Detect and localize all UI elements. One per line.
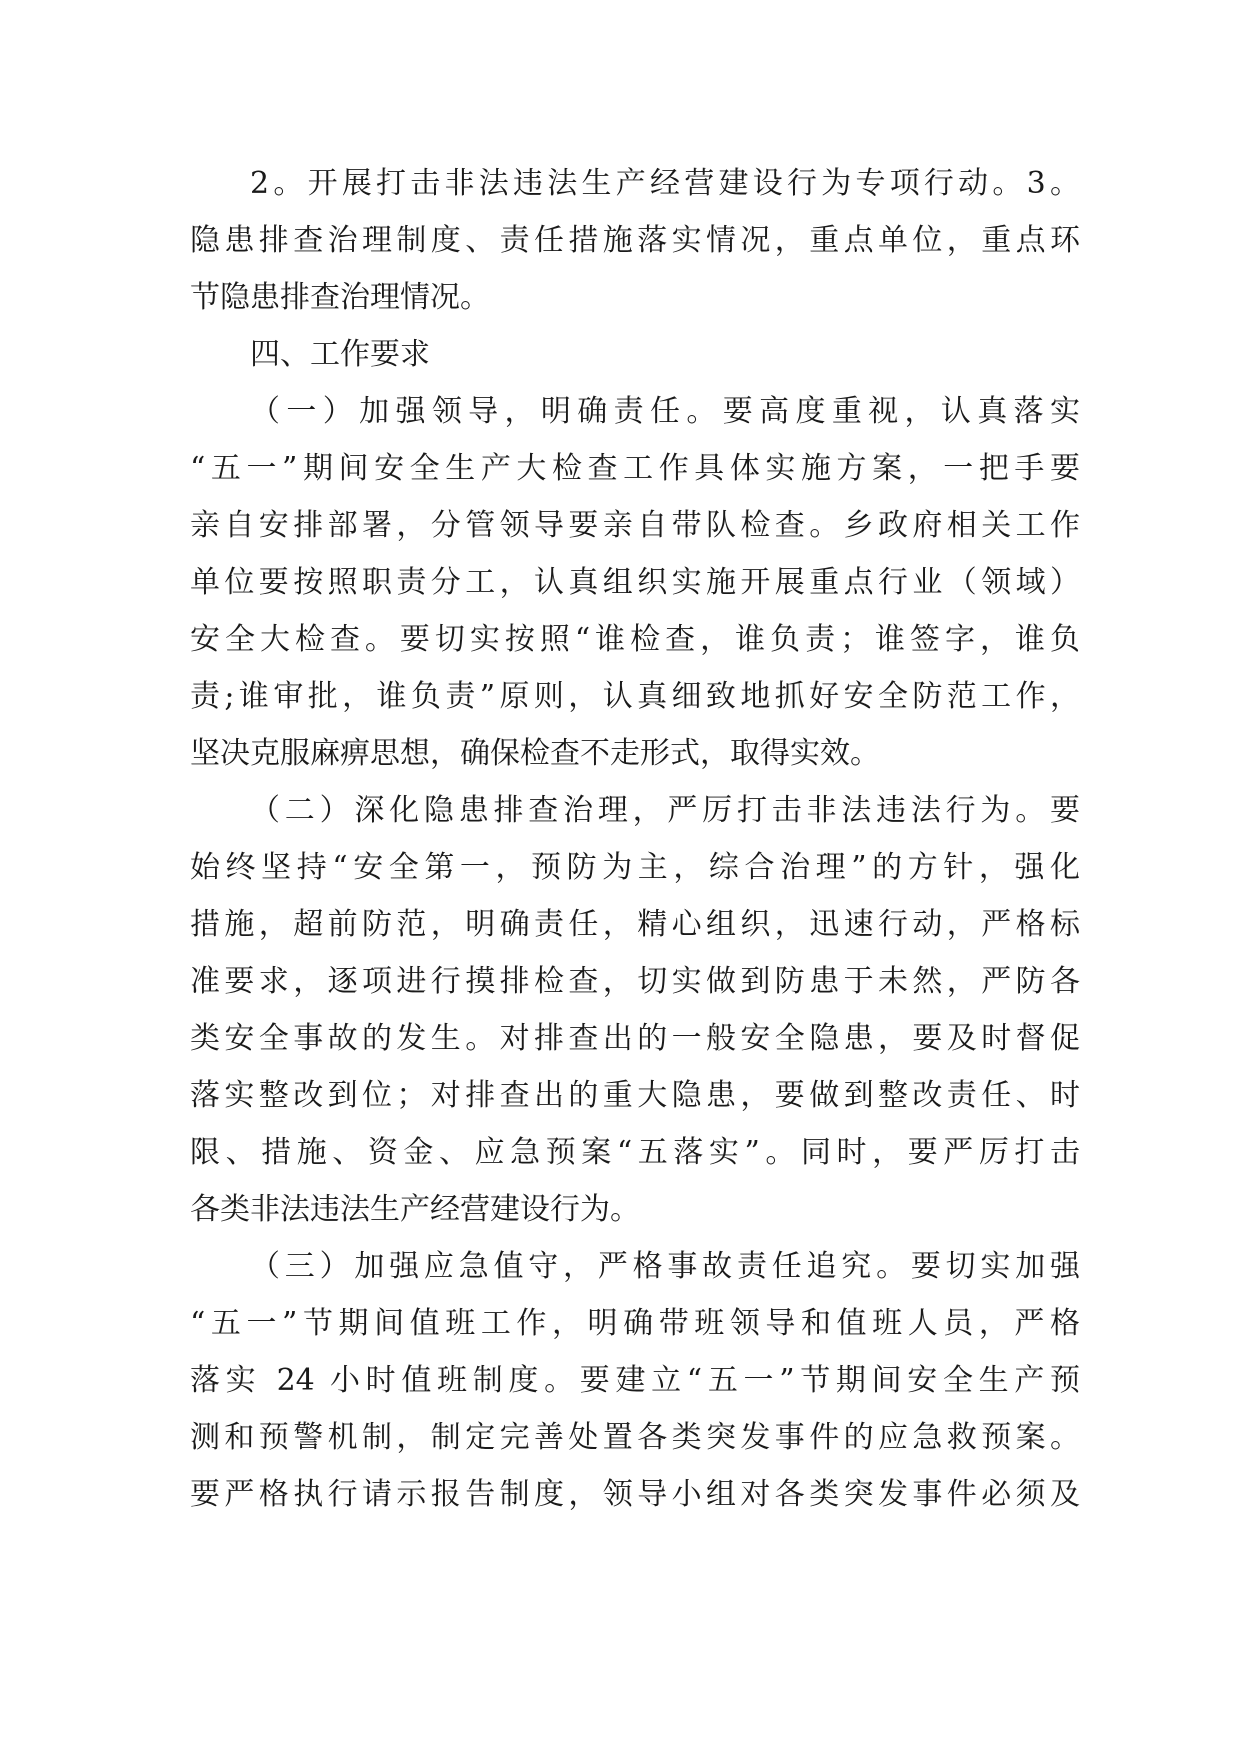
text-line: 落实整改到位；对排查出的重大隐患，要做到整改责任、时 — [190, 1078, 1080, 1113]
text-line: 类安全事故的发生。对排查出的一般安全隐患，要及时督促 — [190, 1021, 1080, 1056]
text-line: （二）深化隐患排查治理，严厉打击非法违法行为。要 — [250, 793, 1080, 828]
text-line: 坚决克服麻痹思想，确保检查不走形式，取得实效。 — [190, 736, 880, 771]
text-line: 亲自安排部署，分管领导要亲自带队检查。乡政府相关工作 — [190, 508, 1080, 543]
text-line: 安全大检查。要切实按照“谁检查，谁负责；谁签字，谁负 — [190, 622, 1080, 657]
text-line: 2。开展打击非法违法生产经营建设行为专项行动。3。 — [250, 166, 1080, 201]
text-line: 落实 24 小时值班制度。要建立“五一”节期间安全生产预 — [190, 1363, 1080, 1398]
text-line: 限、措施、资金、应急预案“五落实”。同时，要严厉打击 — [190, 1135, 1080, 1170]
text-line: 责;谁审批，谁负责”原则，认真细致地抓好安全防范工作， — [190, 679, 1080, 714]
text-line: 要严格执行请示报告制度，领导小组对各类突发事件必须及 — [190, 1477, 1080, 1512]
document-body — [190, 155, 1080, 1523]
text-line: 准要求，逐项进行摸排检查，切实做到防患于未然，严防各 — [190, 964, 1080, 999]
text-line: “五一”节期间值班工作，明确带班领导和值班人员，严格 — [190, 1306, 1080, 1341]
section-heading: 四、工作要求 — [250, 337, 430, 372]
text-line: 测和预警机制，制定完善处置各类突发事件的应急救预案。 — [190, 1420, 1080, 1455]
text-line: 单位要按照职责分工，认真组织实施开展重点行业（领域） — [190, 565, 1080, 600]
text-line: 措施，超前防范，明确责任，精心组织，迅速行动，严格标 — [190, 907, 1080, 942]
text-line: 节隐患排查治理情况。 — [190, 280, 490, 315]
text-line: “五一”期间安全生产大检查工作具体实施方案，一把手要 — [190, 451, 1080, 486]
text-line: 始终坚持“安全第一，预防为主，综合治理”的方针，强化 — [190, 850, 1080, 885]
text-line: 各类非法违法生产经营建设行为。 — [190, 1192, 640, 1227]
text-line: 隐患排查治理制度、责任措施落实情况，重点单位，重点环 — [190, 223, 1080, 258]
text-line: （一）加强领导，明确责任。要高度重视，认真落实 — [250, 394, 1080, 429]
text-line: （三）加强应急值守，严格事故责任追究。要切实加强 — [250, 1249, 1080, 1284]
